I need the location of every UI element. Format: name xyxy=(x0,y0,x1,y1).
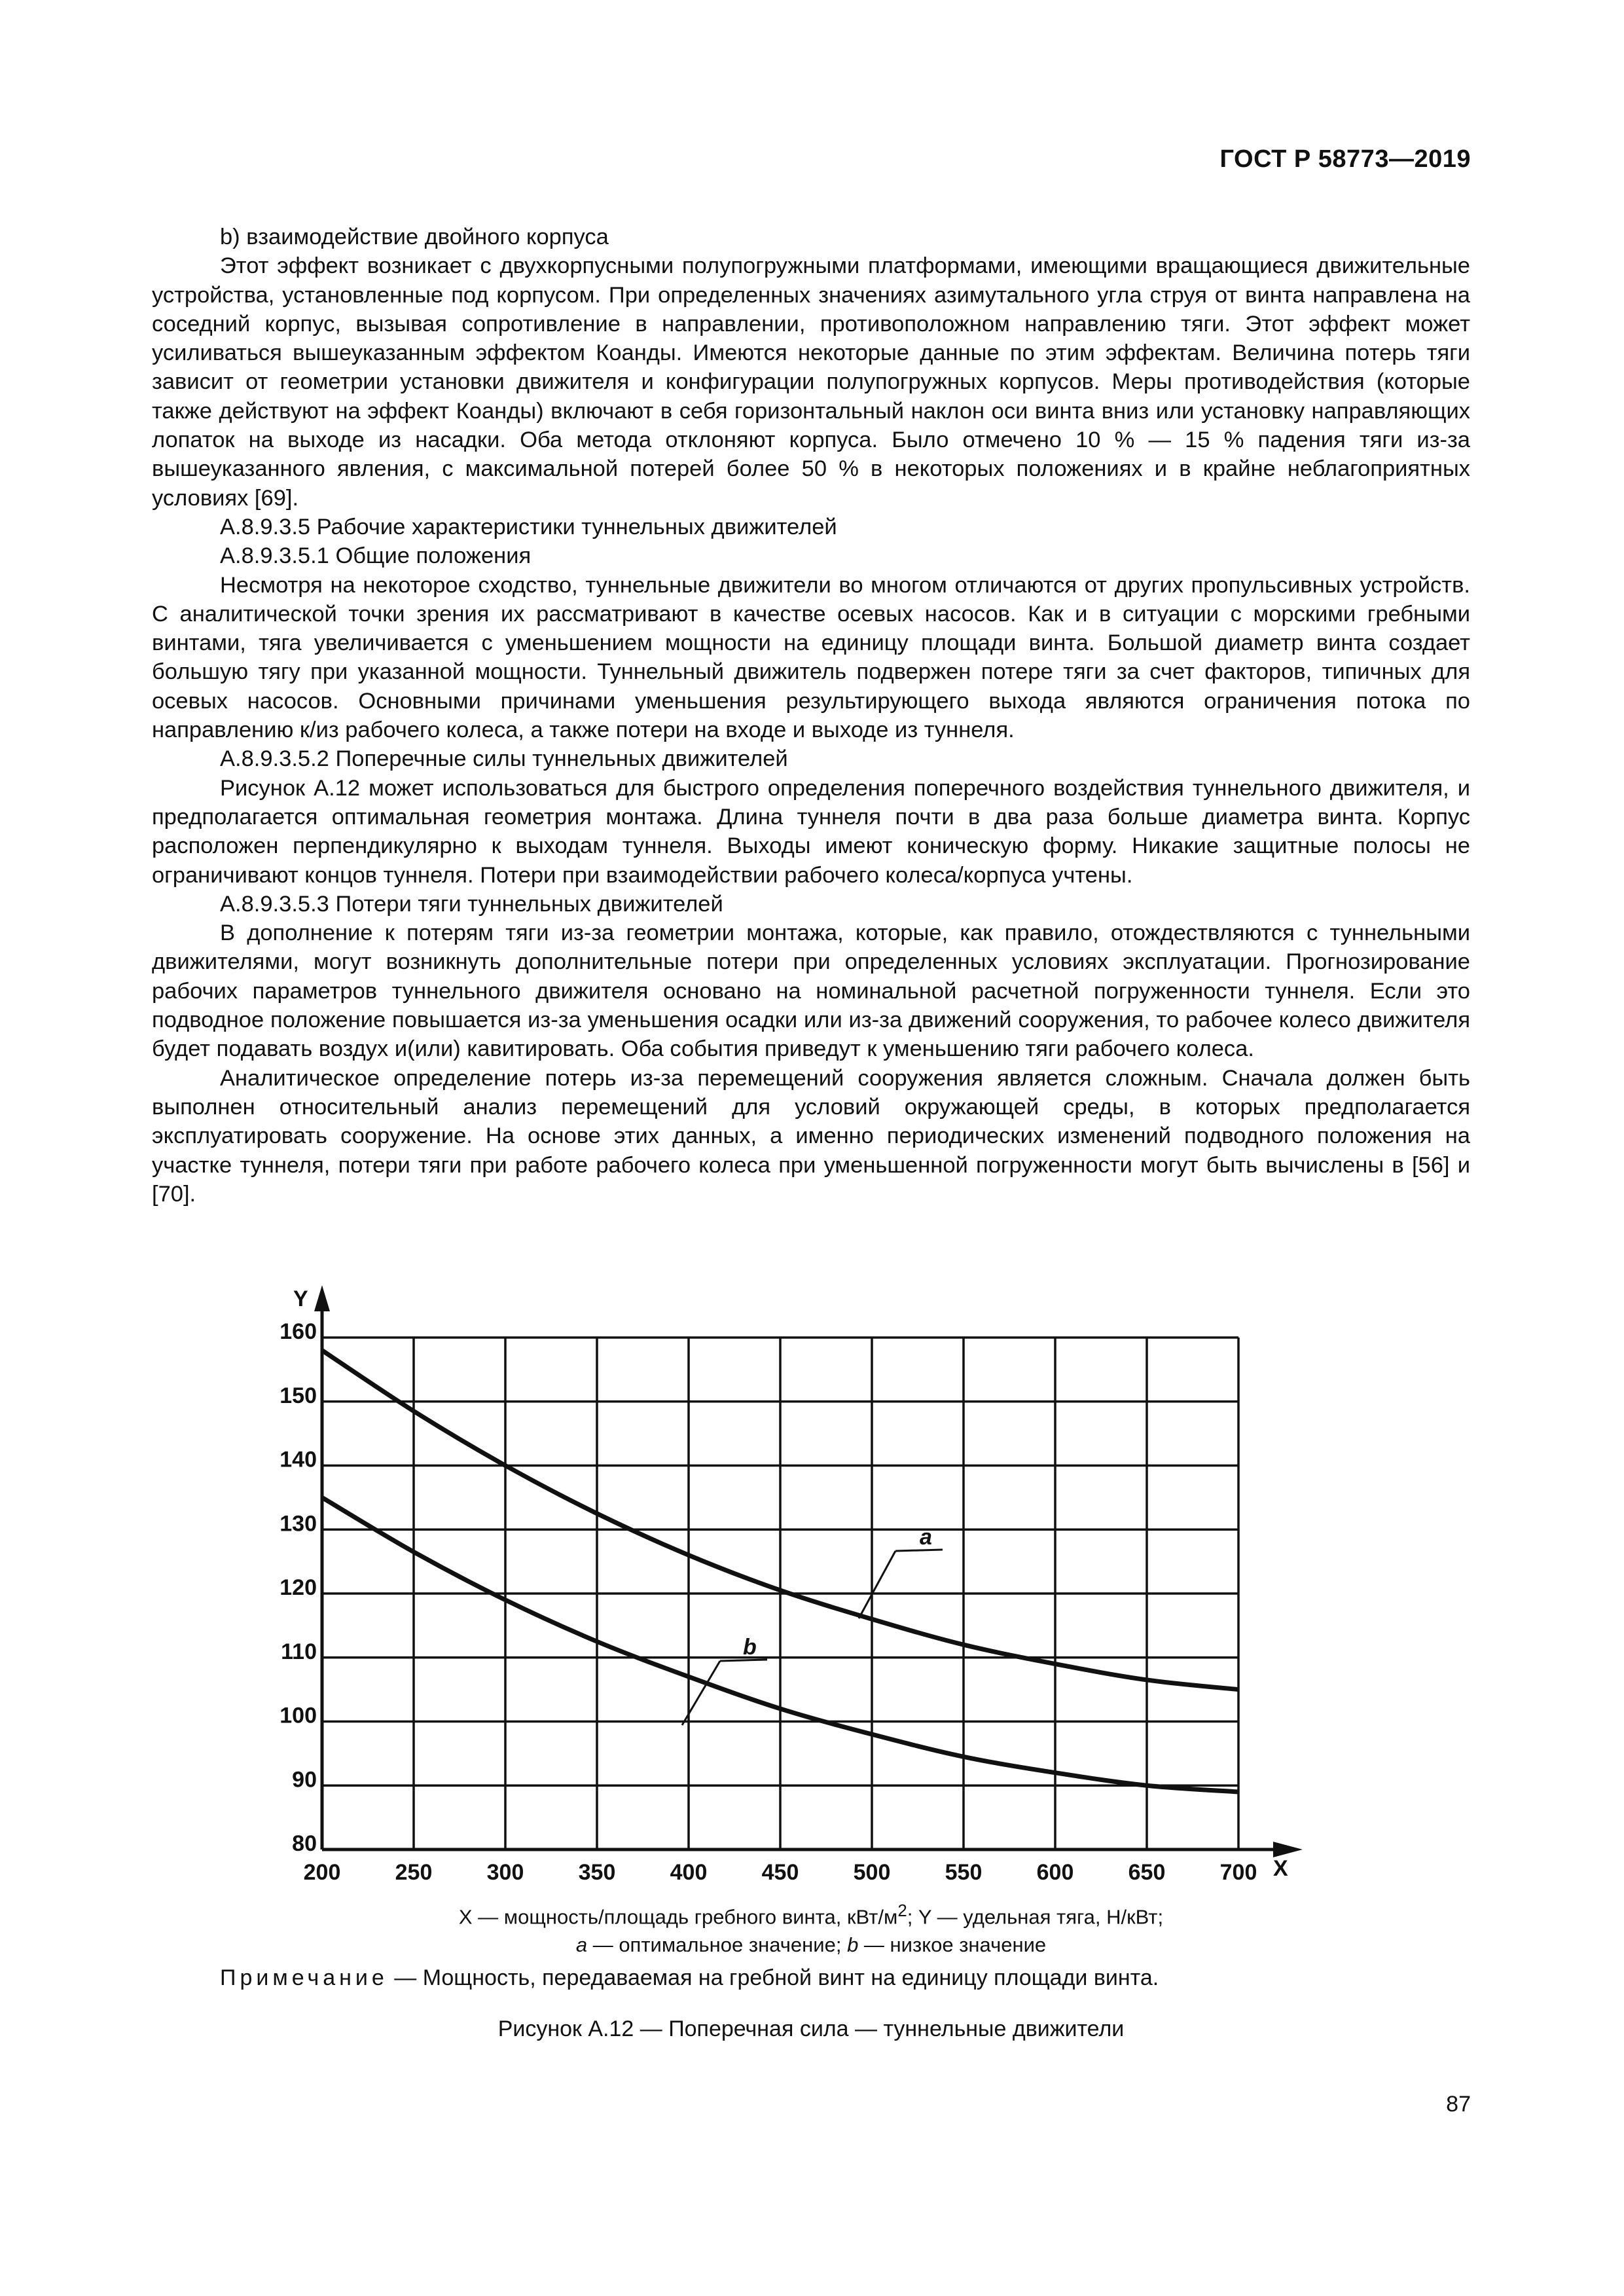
callout-underline-a xyxy=(895,1550,943,1551)
callout-underline-b xyxy=(720,1660,767,1661)
y-tick-label: 150 xyxy=(280,1383,317,1408)
x-tick-label: 350 xyxy=(578,1860,616,1885)
legend-a-letter: a xyxy=(575,1933,588,1957)
paragraph: Аналитическое определение потерь из-за перемещений сооружения является сложным. Сначала должен быть выполнен относительный анализ перемещений для условий окружающей среды, в которых предполагается эксплуатировать сооружение. На основе этих данных, а именно периодических изменений подводного положения на участке туннеля, потери тяги при работе рабочего колеса при уменьшенной погруженности могут быть вычислены в [56] и [70]. xyxy=(152,1065,1470,1207)
document-standard-header: ГОСТ Р 58773—2019 xyxy=(1219,145,1471,173)
x-tick-label: 200 xyxy=(303,1860,341,1885)
section-heading: А.8.9.3.5.3 Потери тяги туннельных движителей xyxy=(220,891,723,917)
y-tick-label: 140 xyxy=(280,1447,317,1472)
x-tick-label: 300 xyxy=(486,1860,524,1885)
legend-superscript: 2 xyxy=(897,1902,907,1920)
x-tick-label: 650 xyxy=(1128,1860,1166,1885)
section-heading: А.8.9.3.5 Рабочие характеристики туннельных движителей xyxy=(220,514,837,539)
legend-b-text: — низкое значение xyxy=(858,1933,1047,1957)
body-text xyxy=(152,223,1470,1209)
paragraph: Этот эффект возникает с двухкорпусными полупогружными платформами, имеющими вращающиеся движительные устройства, установленные под корпусом. При определенных значениях азимутального угла струя от винта направлена на соседний корпус, вызывая сопротивление в направлении, противоположном направлению тяги. Этот эффект может усиливаться вышеуказанным эффектом Коанды. Имеются некоторые данные по этим эффектам. Величина потерь тяги зависит от геометрии установки движителя и конфигурации полупогружных корпусов. Меры противодействия (которые также действуют на эффект Коанды) включают в себя горизонтальный наклон оси винта вниз или установку направляющих лопаток на выходе из насадки. Оба метода отклоняют корпуса. Было отмечено 10 % — 15 % падения тяги из-за вышеуказанного явления, с максимальной потерей более 50 % в некоторых положениях и в крайне неблагоприятных условиях [69]. xyxy=(152,253,1470,511)
series-label-b: b xyxy=(743,1635,757,1660)
y-tick-label: 90 xyxy=(292,1767,317,1793)
x-axis-label: X xyxy=(1273,1856,1288,1881)
x-tick-label: 250 xyxy=(395,1860,433,1885)
paragraph: В дополнение к потерям тяги из-за геометрии монтажа, которые, как правило, отождествляются с туннельными движителями, могут возникнуть дополнительные потери при определенных условиях эксплуатации. Прогнозирование рабочих параметров туннельного движителя основано на номинальной расчетной погруженности туннеля. Если это подводное положение повышается из-за уменьшения осадки или из-за движений сооружения, то рабочее колесо движителя будет подавать воздух и(или) кавитировать. Оба события приведут к уменьшению тяги рабочего колеса. xyxy=(152,920,1470,1062)
chart-tick-labels xyxy=(280,1319,1257,1885)
chart-axes xyxy=(293,1285,1303,1881)
legend-y-text: ; Y — удельная тяга, Н/кВт; xyxy=(907,1905,1164,1929)
series-label-a: a xyxy=(920,1525,932,1550)
y-axis-arrow xyxy=(314,1285,330,1311)
paragraph: b) взаимодействие двойного корпуса xyxy=(220,225,609,249)
thrust-chart xyxy=(262,1280,1309,1885)
paragraph: Несмотря на некоторое сходство, туннельные движители во многом отличаются от других пропульсивных устройств. С аналитической точки зрения их рассматривают в качестве осевых насосов. Как и в ситуации с морскими гребными винтами, тяга увеличивается с уменьшением мощности на единицу площади винта. Большой диаметр винта создает большую тягу при указанной мощности. Туннельный движитель подвержен потере тяги за счет факторов, типичных для осевых насосов. Основными причинами уменьшения результирующего выхода являются ограничения потока по направлению к/из рабочего колеса, а также потери на входе и выходе из туннеля. xyxy=(152,572,1470,743)
section-heading: А.8.9.3.5.1 Общие положения xyxy=(220,543,532,569)
x-tick-label: 500 xyxy=(853,1860,891,1885)
x-axis-arrow xyxy=(1273,1842,1303,1857)
note-text: — Мощность, передаваемая на гребной винт на единицу площади винта. xyxy=(388,1965,1159,1990)
x-tick-label: 450 xyxy=(761,1860,799,1885)
figure-chart xyxy=(262,1280,1309,1885)
y-tick-label: 160 xyxy=(280,1319,317,1344)
chart-grid xyxy=(322,1338,1238,1850)
note-label: Примечание xyxy=(220,1965,388,1990)
figure-legend xyxy=(152,1897,1470,1959)
x-tick-label: 400 xyxy=(670,1860,708,1885)
y-tick-label: 80 xyxy=(292,1831,317,1856)
page-number: 87 xyxy=(1446,2092,1471,2117)
y-tick-label: 100 xyxy=(280,1703,317,1728)
y-tick-label: 130 xyxy=(280,1511,317,1537)
legend-b-letter: b xyxy=(847,1933,859,1957)
chart-series-labels xyxy=(682,1525,943,1725)
callout-leader-a xyxy=(859,1551,895,1618)
y-tick-label: 110 xyxy=(281,1639,317,1664)
legend-line-1 xyxy=(152,1897,1470,1931)
x-tick-label: 550 xyxy=(945,1860,983,1885)
x-tick-label: 700 xyxy=(1219,1860,1257,1885)
legend-line-2 xyxy=(152,1931,1470,1959)
y-axis-label: Y xyxy=(293,1286,308,1311)
paragraph: Рисунок А.12 может использоваться для быстрого определения поперечного воздействия туннельного движителя, и предполагается оптимальная геометрия монтажа. Длина туннеля почти в два раза больше диаметра винта. Корпус расположен перпендикулярно к выходам туннеля. Выходы имеют коническую форму. Никакие защитные полосы не ограничивают концов туннеля. Потери при взаимодействии рабочего колеса/корпуса учтены. xyxy=(152,775,1470,888)
section-heading: А.8.9.3.5.2 Поперечные силы туннельных движителей xyxy=(220,746,788,772)
figure-note xyxy=(220,1965,1159,1991)
y-tick-label: 120 xyxy=(280,1575,317,1600)
x-tick-label: 600 xyxy=(1036,1860,1074,1885)
legend-x-y-text: X — мощность/площадь гребного винта, кВт/м xyxy=(458,1905,898,1929)
legend-a-text: — оптимальное значение; xyxy=(587,1933,848,1957)
figure-caption: Рисунок А.12 — Поперечная сила — туннельные движители xyxy=(497,2016,1125,2041)
